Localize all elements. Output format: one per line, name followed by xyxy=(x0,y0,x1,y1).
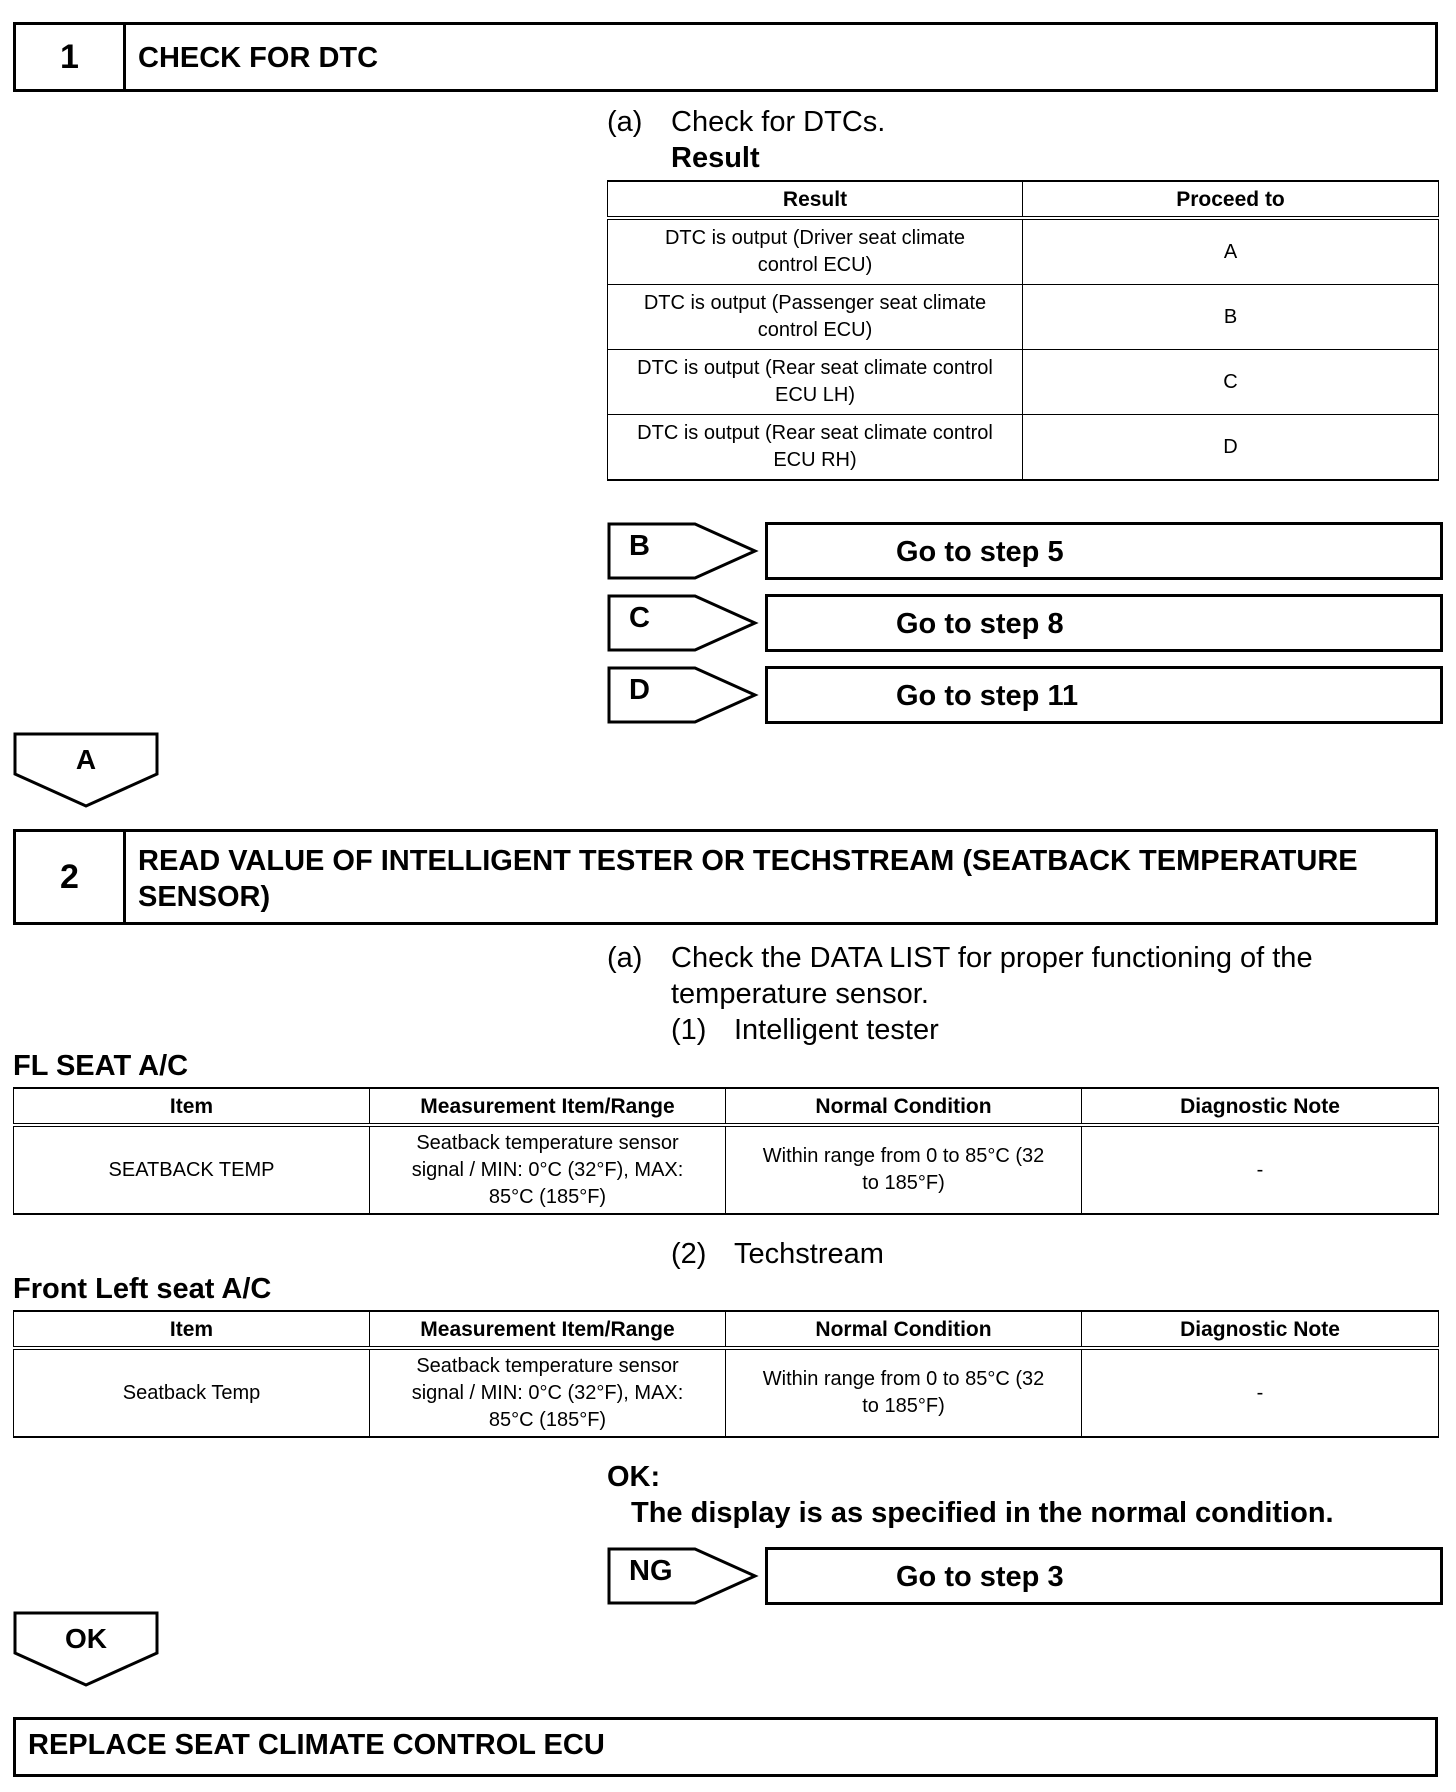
goto-box xyxy=(765,1547,1443,1605)
proceed-cell: D xyxy=(1023,415,1439,481)
table-row xyxy=(608,218,1439,285)
sub-text: Intelligent tester xyxy=(734,1014,939,1046)
goto-step-5[interactable] xyxy=(607,522,1442,580)
instruction-marker: (a) xyxy=(607,106,643,138)
step-number: 1 xyxy=(16,25,126,89)
goto-label: B xyxy=(629,530,650,562)
goto-text: Go to step 8 xyxy=(896,608,1064,640)
goto-text: Go to step 11 xyxy=(896,680,1079,712)
table-title: FL SEAT A/C xyxy=(13,1050,189,1082)
goto-box xyxy=(765,522,1443,580)
step-2-header xyxy=(13,829,1438,925)
normal-cell: Within range from 0 to 85°C (32 to 185°F) xyxy=(726,1125,1082,1214)
instruction-text: Check the DATA LIST for proper functioning of the temperature sensor. xyxy=(671,942,1313,1010)
result-table xyxy=(607,180,1439,481)
table-row xyxy=(608,350,1439,415)
step-title: CHECK FOR DTC xyxy=(138,42,379,74)
column-header: Proceed to xyxy=(1023,181,1439,218)
goto-box xyxy=(765,594,1443,652)
normal-cell: Within range from 0 to 85°C (32 to 185°F) xyxy=(726,1348,1082,1437)
continue-label: A xyxy=(75,744,97,775)
column-header: Diagnostic Note xyxy=(1082,1311,1439,1348)
table-row xyxy=(608,285,1439,350)
goto-step-3[interactable] xyxy=(607,1547,1442,1605)
column-header: Normal Condition xyxy=(726,1311,1082,1348)
goto-label: D xyxy=(629,674,650,706)
column-header: Item xyxy=(14,1088,370,1125)
table-title: Front Left seat A/C xyxy=(13,1273,272,1305)
item-cell: Seatback Temp xyxy=(14,1348,370,1437)
goto-label: C xyxy=(629,602,650,634)
step-1-header xyxy=(13,22,1438,92)
final-action-box: REPLACE SEAT CLIMATE CONTROL ECU xyxy=(13,1717,1438,1777)
range-cell: Seatback temperature sensor signal / MIN: 0°C (32°F), MAX: 85°C (185°F) xyxy=(370,1348,726,1437)
proceed-cell: B xyxy=(1023,285,1439,350)
range-cell: Seatback temperature sensor signal / MIN: 0°C (32°F), MAX: 85°C (185°F) xyxy=(370,1125,726,1214)
continue-ok-marker[interactable] xyxy=(13,1611,159,1687)
instruction-text: Check for DTCs. xyxy=(671,106,886,138)
result-heading: Result xyxy=(671,142,760,174)
step-number: 2 xyxy=(16,832,126,922)
proceed-cell: C xyxy=(1023,350,1439,415)
table-row xyxy=(14,1348,1439,1437)
result-cell: DTC is output (Passenger seat climate control ECU) xyxy=(608,285,1023,350)
column-header: Normal Condition xyxy=(726,1088,1082,1125)
column-header: Measurement Item/Range xyxy=(370,1311,726,1348)
data-list-table-techstream xyxy=(13,1310,1439,1438)
result-cell: DTC is output (Rear seat climate control ECU RH) xyxy=(608,415,1023,481)
column-header: Item xyxy=(14,1311,370,1348)
column-header: Result xyxy=(608,181,1023,218)
table-row xyxy=(14,1125,1439,1214)
continue-label: OK xyxy=(65,1623,107,1654)
note-cell: - xyxy=(1082,1348,1439,1437)
goto-box xyxy=(765,666,1443,724)
ok-label: OK: xyxy=(607,1461,661,1493)
table-row xyxy=(608,415,1439,481)
note-cell: - xyxy=(1082,1125,1439,1214)
goto-step-8[interactable] xyxy=(607,594,1442,652)
goto-text: Go to step 3 xyxy=(896,1561,1064,1593)
continue-a-marker[interactable] xyxy=(13,732,159,808)
step-title: READ VALUE OF INTELLIGENT TESTER OR TECHSTREAM (SEATBACK TEMPERATURE SENSOR) xyxy=(138,845,1358,913)
ok-text: The display is as specified in the normal condition. xyxy=(631,1497,1334,1529)
goto-label: NG xyxy=(629,1555,673,1587)
proceed-cell: A xyxy=(1023,218,1439,285)
instruction-marker: (a) xyxy=(607,942,643,974)
sub-text: Techstream xyxy=(734,1238,884,1270)
column-header: Measurement Item/Range xyxy=(370,1088,726,1125)
sub-marker: (1) xyxy=(671,1014,707,1046)
column-header: Diagnostic Note xyxy=(1082,1088,1439,1125)
result-cell: DTC is output (Rear seat climate control ECU LH) xyxy=(608,350,1023,415)
item-cell: SEATBACK TEMP xyxy=(14,1125,370,1214)
goto-text: Go to step 5 xyxy=(896,536,1064,568)
result-cell: DTC is output (Driver seat climate control ECU) xyxy=(608,218,1023,285)
goto-step-11[interactable] xyxy=(607,666,1442,724)
data-list-table-intelligent-tester xyxy=(13,1087,1439,1215)
sub-marker: (2) xyxy=(671,1238,707,1270)
